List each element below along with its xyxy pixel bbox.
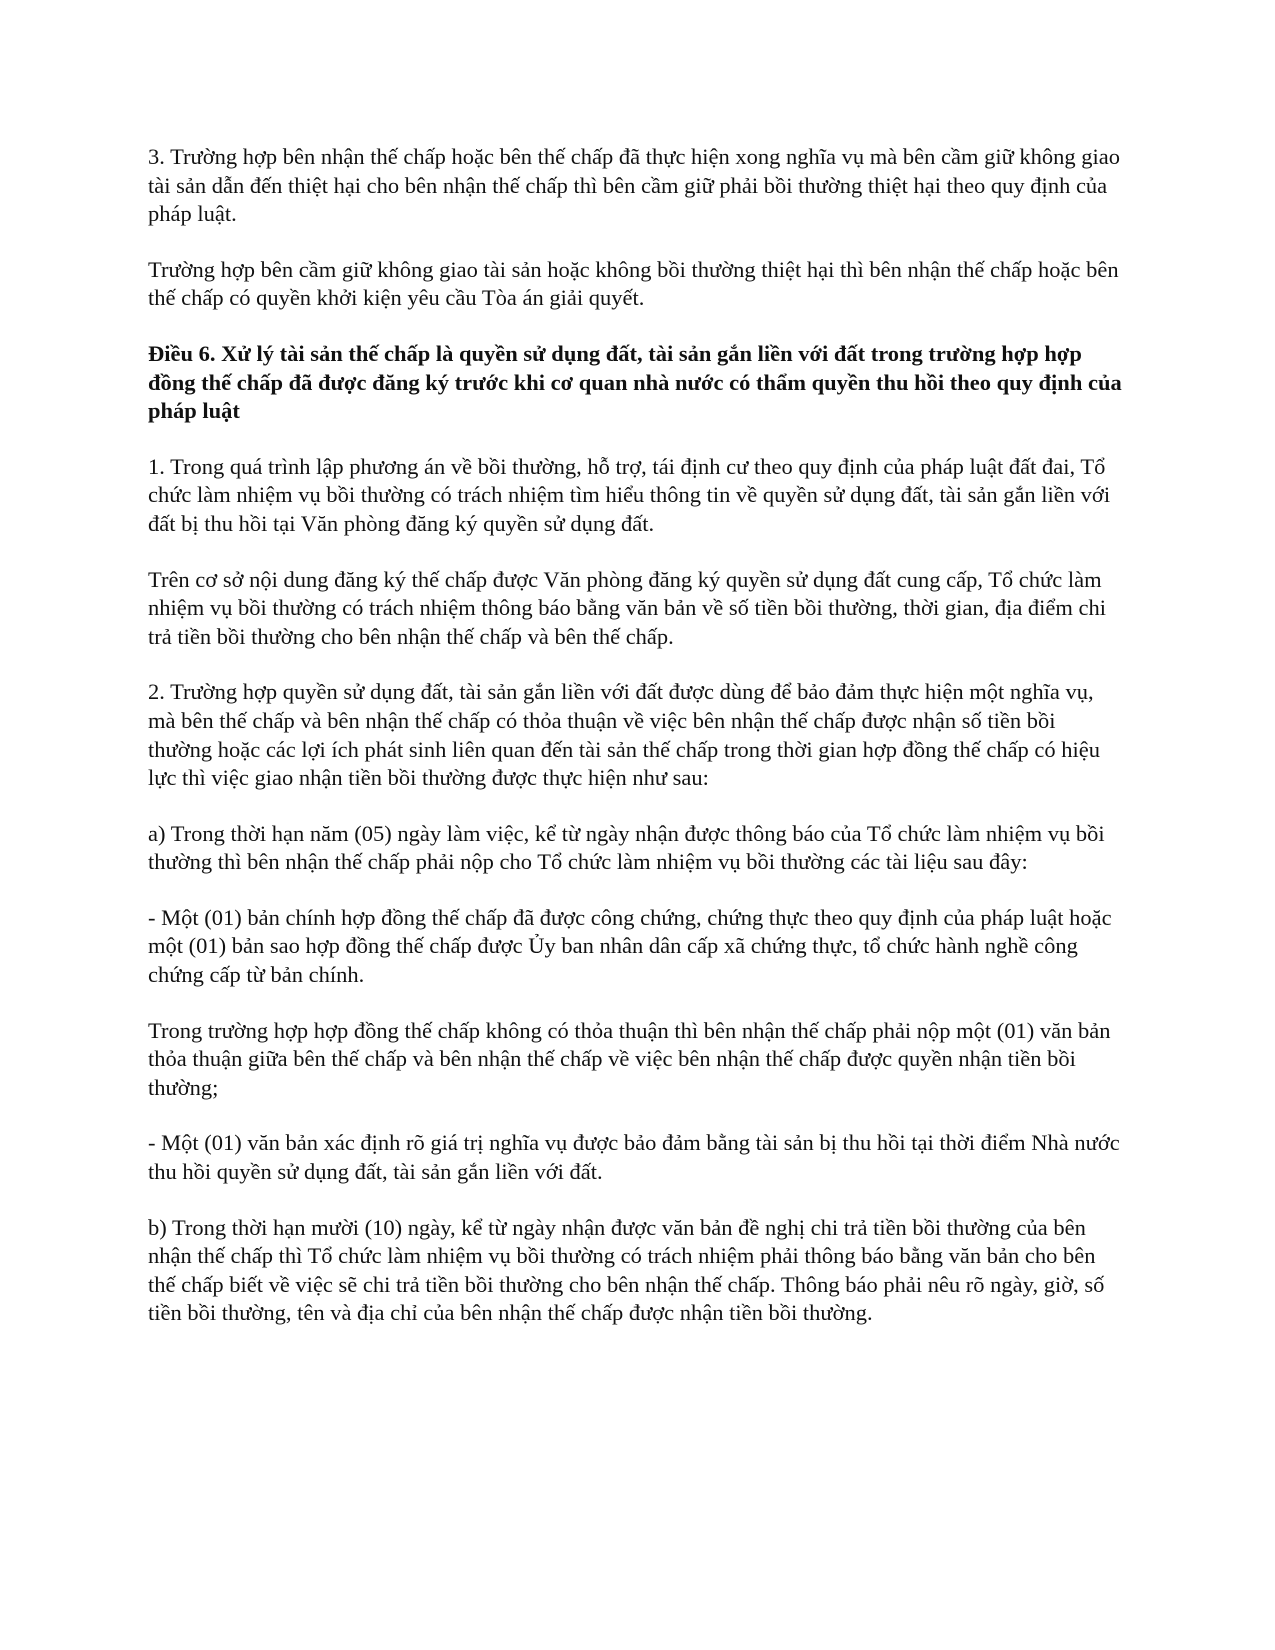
- document-page: [148, 143, 1123, 1355]
- paragraph-point-a: a) Trong thời hạn năm (05) ngày làm việc, kể từ ngày nhận được thông báo của Tổ chức làm nhiệm vụ bồi thường thì bên nhận thế chấp phải nộp cho Tổ chức làm nhiệm vụ bồi thường các tài liệu sau đây:: [148, 820, 1105, 875]
- paragraph-clause-2: 2. Trường hợp quyền sử dụng đất, tài sản gắn liền với đất được dùng để bảo đảm thực hiện một nghĩa vụ, mà bên thế chấp và bên nhận thế chấp có thỏa thuận về việc bên nhận thế chấp được nhận số tiền bồi thường hoặc các lợi ích phát sinh liên quan đến tài sản thế chấp trong thời gian hợp đồng thế chấp có hiệu lực thì việc giao nhận tiền bồi thường được thực hiện như sau:: [148, 679, 1101, 791]
- paragraph-notification: Trên cơ sở nội dung đăng ký thế chấp được Văn phòng đăng ký quyền sử dụng đất cung cấp, Tổ chức làm nhiệm vụ bồi thường có trách nhiệm thông báo bằng văn bản về số tiền bồi thường, thời gian, địa điểm chi trả tiền bồi thường cho bên nhận thế chấp và bên thế chấp.: [148, 566, 1107, 649]
- paragraph-point-b: b) Trong thời hạn mười (10) ngày, kể từ ngày nhận được văn bản đề nghị chi trả tiền bồi thường của bên nhận thế chấp thì Tổ chức làm nhiệm vụ bồi thường có trách nhiệm phải thông báo bằng văn bản cho bên thế chấp biết về việc sẽ chi trả tiền bồi thường cho bên nhận thế chấp. Thông báo phải nêu rõ ngày, giờ, số tiền bồi thường, tên và địa chỉ của bên nhận thế chấp được nhận tiền bồi thường.: [148, 1214, 1105, 1326]
- paragraph-bullet-contract: - Một (01) bản chính hợp đồng thế chấp đã được công chứng, chứng thực theo quy định của pháp luật hoặc một (01) bản sao hợp đồng thế chấp được Ủy ban nhân dân cấp xã chứng thực, tổ chức hành nghề công chứng cấp từ bản chính.: [148, 904, 1112, 988]
- paragraph-clause-3: 3. Trường hợp bên nhận thế chấp hoặc bên thế chấp đã thực hiện xong nghĩa vụ mà bên cầm giữ không giao tài sản dẫn đến thiệt hại cho bên nhận thế chấp thì bên cầm giữ phải bồi thường thiệt hại theo quy định của pháp luật.: [148, 144, 1121, 227]
- article-6-heading: Điều 6. Xử lý tài sản thế chấp là quyền sử dụng đất, tài sản gắn liền với đất trong trường hợp hợp đồng thế chấp đã được đăng ký trước khi cơ quan nhà nước có thẩm quyền thu hồi theo quy định của pháp luật: [148, 340, 1122, 424]
- paragraph-bullet-obligation: - Một (01) văn bản xác định rõ giá trị nghĩa vụ được bảo đảm bằng tài sản bị thu hồi tại thời điểm Nhà nước thu hồi quyền sử dụng đất, tài sản gắn liền với đất.: [148, 1130, 1120, 1185]
- paragraph-clause-1: 1. Trong quá trình lập phương án về bồi thường, hỗ trợ, tái định cư theo quy định của pháp luật đất đai, Tổ chức làm nhiệm vụ bồi thường có trách nhiệm tìm hiểu thông tin về quyền sử dụng đất, tài sản gắn liền với đất bị thu hồi tại Văn phòng đăng ký quyền sử dụng đất.: [148, 453, 1111, 536]
- paragraph-lawsuit-right: Trường hợp bên cầm giữ không giao tài sản hoặc không bồi thường thiệt hại thì bên nhận thế chấp hoặc bên thế chấp có quyền khởi kiện yêu cầu Tòa án giải quyết.: [148, 256, 1119, 311]
- paragraph-no-agreement: Trong trường hợp hợp đồng thế chấp không có thỏa thuận thì bên nhận thế chấp phải nộp một (01) văn bản thỏa thuận giữa bên thế chấp và bên nhận thế chấp về việc bên nhận thế chấp được quyền nhận tiền bồi thường;: [148, 1017, 1111, 1100]
